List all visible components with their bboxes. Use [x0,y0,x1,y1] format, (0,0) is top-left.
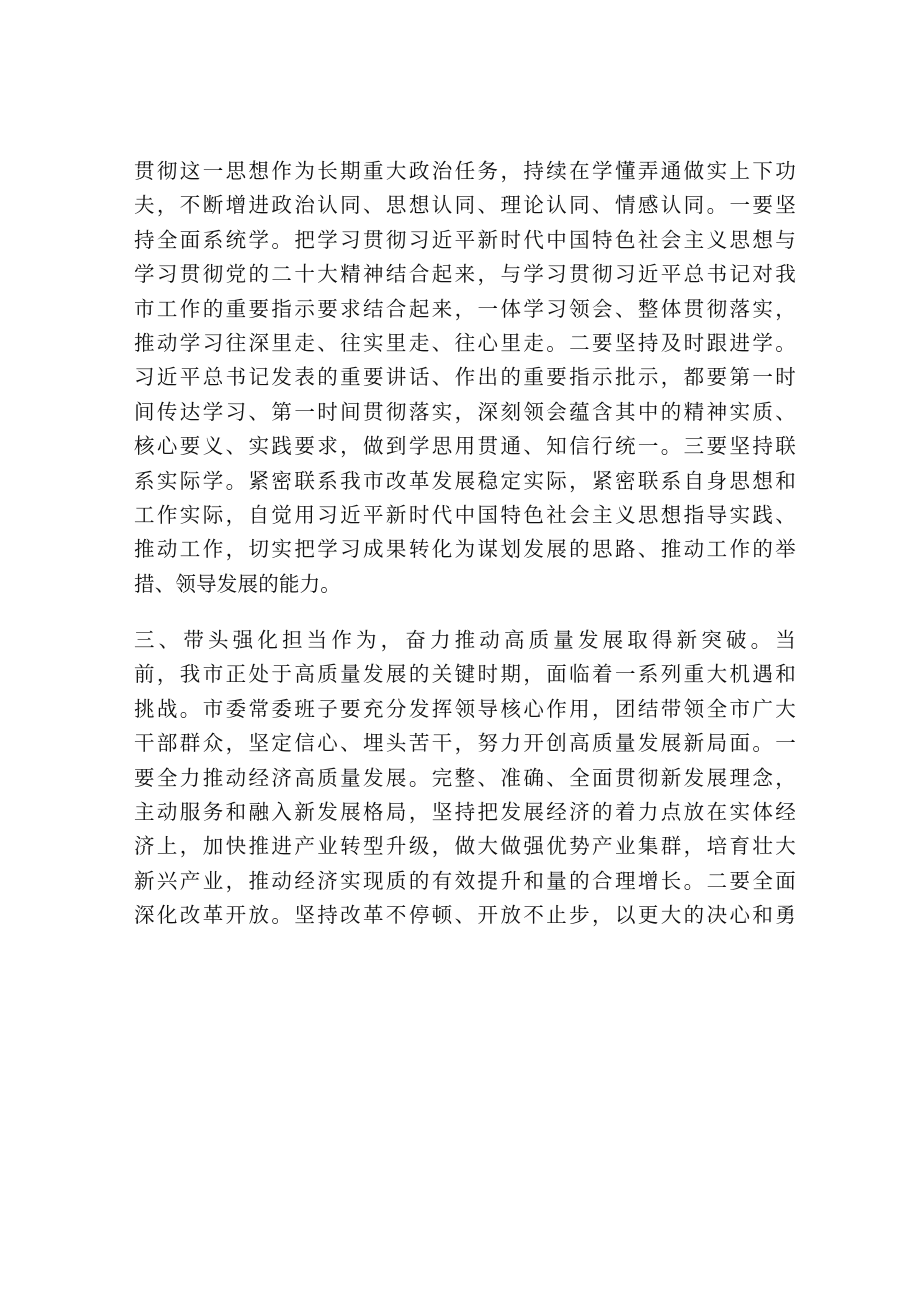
text-line: 核心要义、实践要求，做到学思用贯通、知信行统一。三要坚持联 [134,434,796,459]
text-line: 间传达学习、第一时间贯彻落实，深刻领会蕴含其中的精神实质、 [134,399,796,424]
text-line: 三、带头强化担当作为，奋力推动高质量发展取得新突破。当 [134,628,796,653]
text-line: 措、领导发展的能力。 [134,571,341,596]
document-body [134,154,796,933]
text-line: 市工作的重要指示要求结合起来，一体学习领会、整体贯彻落实， [134,296,796,321]
text-line: 济上，加快推进产业转型升级，做大做强优势产业集群，培育壮大 [134,834,796,859]
text-line: 新兴产业，推动经济实现质的有效提升和量的合理增长。二要全面 [134,868,796,893]
text-line: 习近平总书记发表的重要讲话、作出的重要指示批示，都要第一时 [134,365,796,390]
text-line: 工作实际，自觉用习近平新时代中国特色社会主义思想指导实践、 [134,502,796,527]
text-line: 持全面系统学。把学习贯彻习近平新时代中国特色社会主义思想与 [134,227,796,252]
text-line: 学习贯彻党的二十大精神结合起来，与学习贯彻习近平总书记对我 [134,262,796,287]
text-line: 要全力推动经济高质量发展。完整、准确、全面贯彻新发展理念， [134,765,796,790]
text-line: 贯彻这一思想作为长期重大政治任务，持续在学懂弄通做实上下功 [134,159,796,183]
text-line: 深化改革开放。坚持改革不停顿、开放不止步，以更大的决心和勇 [134,903,796,928]
text-line: 推动学习往深里走、往实里走、往心里走。二要坚持及时跟进学。 [134,330,796,355]
text-line: 主动服务和融入新发展格局，坚持把发展经济的着力点放在实体经 [134,800,796,825]
text-line: 挑战。市委常委班子要充分发挥领导核心作用，团结带领全市广大 [134,696,796,721]
text-line: 夫，不断增进政治认同、思想认同、理论认同、情感认同。一要坚 [134,193,796,218]
text-line: 推动工作，切实把学习成果转化为谋划发展的思路、推动工作的举 [134,537,796,562]
text-line: 前，我市正处于高质量发展的关键时期，面临着一系列重大机遇和 [134,662,796,687]
text-line: 系实际学。紧密联系我市改革发展稳定实际，紧密联系自身思想和 [134,468,796,493]
paragraph-1 [134,154,796,601]
text-line: 干部群众，坚定信心、埋头苦干，努力开创高质量发展新局面。一 [134,731,796,756]
paragraph-gap [134,601,796,623]
paragraph-2 [134,623,796,933]
